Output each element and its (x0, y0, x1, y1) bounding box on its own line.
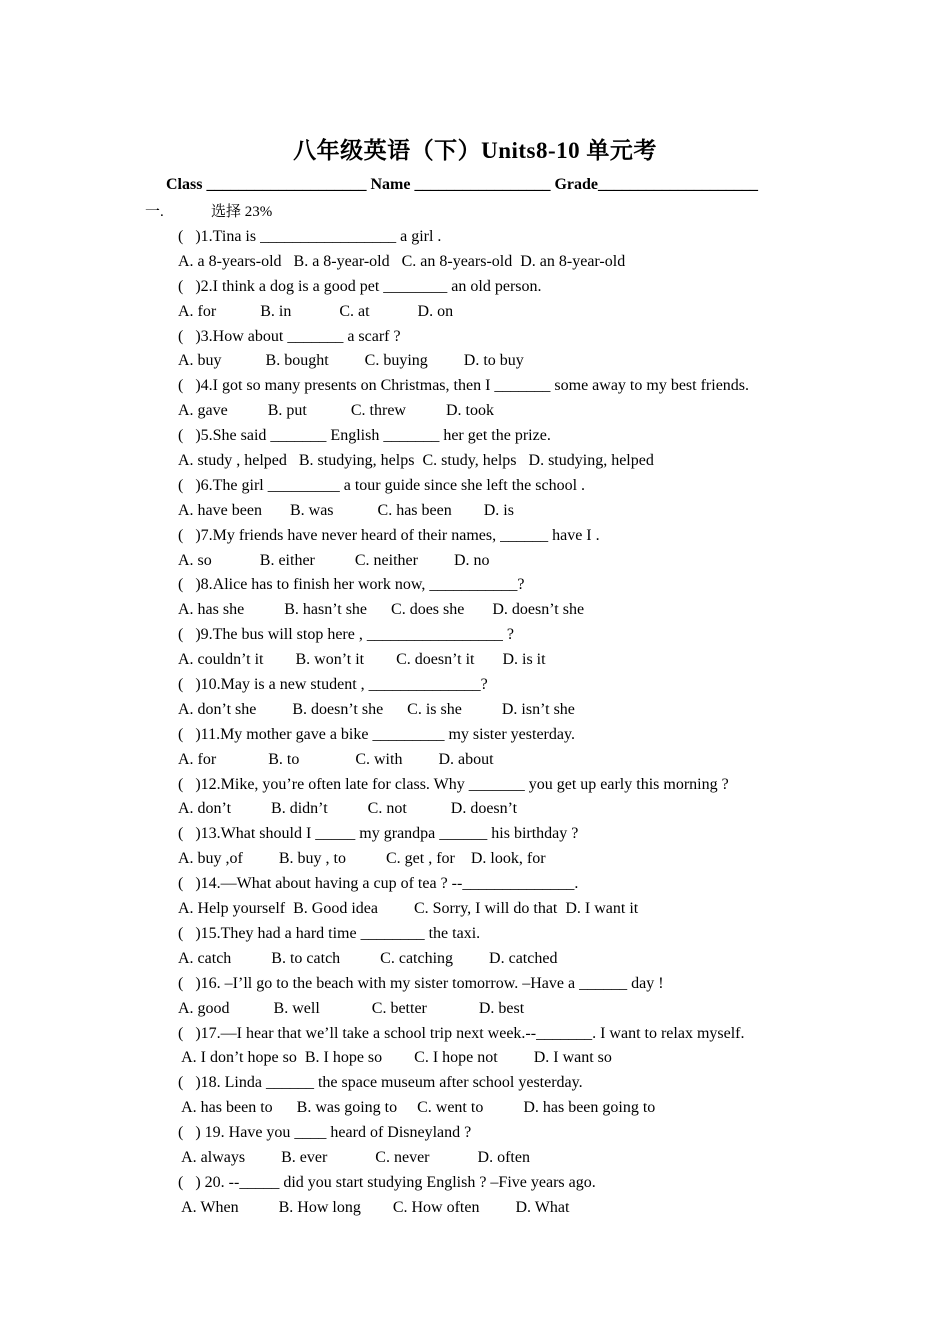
page-title: 八年级英语（下）Units8-10 单元考 (293, 138, 657, 163)
question-options: A. for B. in C. at D. on (178, 302, 454, 320)
question-options: A. has she B. hasn’t she C. does she D. doesn’t she (178, 601, 585, 619)
question-options: A. I don’t hope so B. I hope so C. I hope not D. I want so (178, 1049, 612, 1067)
question-stem: ( )6.The girl _________ a tour guide since she left the school . (178, 476, 586, 494)
question-options: A. don’t B. didn’t C. not D. doesn’t (178, 800, 518, 818)
question-options: A. for B. to C. with D. about (178, 750, 494, 768)
question-options: A. gave B. put C. threw D. took (178, 402, 494, 420)
question-stem: ( )9.The bus will stop here , _________________ ? (178, 626, 514, 644)
question-stem: ( ) 19. Have you ____ heard of Disneyland ? (178, 1124, 472, 1142)
question-options: A. has been to B. was going to C. went to D. has been going to (178, 1099, 656, 1117)
question-list (178, 225, 878, 1221)
question-stem: ( )1.Tina is _________________ a girl . (178, 228, 442, 245)
question-stem: ( )16. –I’ll go to the beach with my sister tomorrow. –Have a ______ day ! (178, 974, 664, 992)
section-number: 一. (145, 204, 164, 220)
question-options: A. so B. either C. neither D. no (178, 551, 490, 569)
question-options: A. couldn’t it B. won’t it C. doesn’t it D. is it (178, 651, 546, 669)
question-stem: ( ) 20. --_____ did you start studying English ? –Five years ago. (178, 1173, 596, 1191)
question-stem: ( )8.Alice has to finish her work now, ___________? (178, 576, 525, 594)
question-stem: ( )4.I got so many presents on Christmas, then I _______ some away to my best friends. (178, 377, 750, 395)
question-stem: ( )13.What should I _____ my grandpa ______ his birthday ? (178, 825, 579, 843)
question-options: A. catch B. to catch C. catching D. catched (178, 949, 558, 967)
question-options: A. buy ,of B. buy , to C. get , for D. look, for (178, 850, 546, 868)
question-stem: ( )12.Mike, you’re often late for class. Why _______ you get up early this morning ? (178, 775, 729, 793)
section-heading (145, 200, 272, 221)
question-options: A. always B. ever C. never D. often (178, 1148, 530, 1166)
question-stem: ( )10.May is a new student , ______________? (178, 676, 488, 694)
question-options: A. study , helped B. studying, helps C. study, helps D. studying, helped (178, 452, 654, 470)
question-stem: ( )15.They had a hard time ________ the taxi. (178, 924, 481, 942)
question-stem: ( )7.My friends have never heard of their names, ______ have I . (178, 526, 600, 544)
question-stem: ( )18. Linda ______ the space museum after school yesterday. (178, 1074, 583, 1092)
question-options: A. don’t she B. doesn’t she C. is she D. isn’t she (178, 700, 575, 718)
question-stem: ( )2.I think a dog is a good pet ________ an old person. (178, 277, 542, 295)
section-label: 选择 23% (211, 204, 273, 220)
question-options: A. good B. well C. better D. best (178, 999, 525, 1017)
question-stem: ( )3.How about _______ a scarf ? (178, 327, 401, 345)
question-stem: ( )11.My mother gave a bike _________ my sister yesterday. (178, 725, 575, 743)
question-stem: ( )14.—What about having a cup of tea ? --______________. (178, 875, 579, 893)
student-info-line: Class ____________________ Name _________________ Grade____________________ (166, 176, 758, 193)
question-options: A. When B. How long C. How often D. What (178, 1198, 570, 1216)
question-stem: ( )17.—I hear that we’ll take a school trip next week.--_______. I want to relax myself. (178, 1024, 745, 1042)
question-stem: ( )5.She said _______ English _______ her get the prize. (178, 427, 551, 445)
question-options: A. Help yourself B. Good idea C. Sorry, I will do that D. I want it (178, 900, 639, 918)
question-options: A. a 8-years-old B. a 8-year-old C. an 8-years-old D. an 8-year-old (178, 252, 626, 270)
question-options: A. buy B. bought C. buying D. to buy (178, 352, 524, 370)
question-options: A. have been B. was C. has been D. is (178, 501, 514, 519)
